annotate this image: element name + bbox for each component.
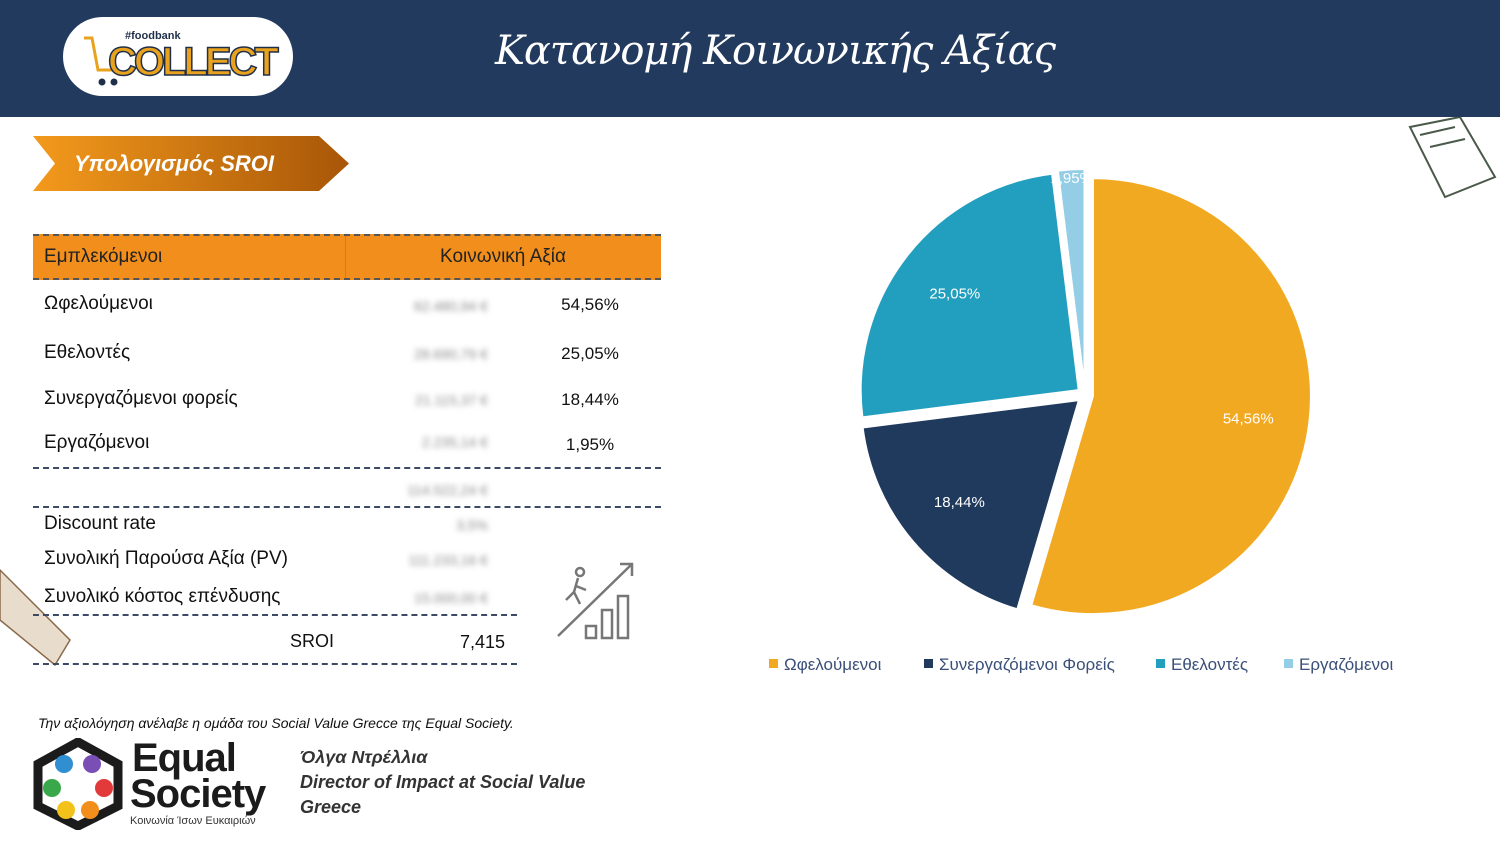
sroi-label: SROI (289, 631, 334, 651)
section-banner-label: Υπολογισμός SROI (74, 151, 274, 176)
legend-label: Εργαζόμενοι (1299, 655, 1394, 674)
row-value-beneficiaries-blurred: 62.480,94 € (414, 298, 488, 314)
discount-rate-blurred: 3,5% (456, 517, 488, 533)
discount-rate-label: Discount rate (44, 513, 156, 534)
equal-society-tagline: Κοινωνία Ίσων Ευκαιριών (130, 815, 256, 827)
row-label-partners: Συνεργαζόμενοι φορείς (44, 388, 238, 409)
investment-cost-label: Συνολικό κόστος επένδυσης (44, 586, 281, 607)
page-title: Κατανομή Κοινωνικής Αξίας (494, 28, 1056, 74)
column-header-social-value: Κοινωνική Αξία (440, 246, 566, 267)
divider-dashed (33, 467, 661, 469)
pie-data-label: 18,44% (933, 493, 985, 511)
investment-cost-blurred: 15.000,00 € (414, 590, 488, 606)
logo-tag: #foodbank (125, 30, 181, 42)
divider-dashed (33, 506, 661, 508)
legend-swatch (1156, 659, 1165, 668)
legend-label: Ωφελούμενοι (784, 655, 882, 674)
row-value-employees-blurred: 2.235,14 € (421, 434, 488, 450)
row-pct-partners: 18,44% (561, 390, 619, 409)
legend-swatch (769, 659, 778, 668)
legend-item-partners (924, 655, 1115, 675)
row-pct-volunteers: 25,05% (561, 344, 619, 363)
growth-climb-icon (554, 560, 638, 642)
divider-dashed (33, 663, 517, 665)
signatory-name: Όλγα Ντρέλλια (300, 747, 428, 767)
present-value-label: Συνολική Παρούσα Αξία (PV) (44, 548, 288, 569)
equal-society-hands-logo (30, 738, 126, 830)
present-value-blurred: 111.233,16 € (408, 552, 488, 568)
column-header-stakeholders: Εμπλεκόμενοι (44, 246, 163, 267)
row-value-partners-blurred: 21.115,37 € (415, 392, 488, 408)
legend-item-beneficiaries (769, 655, 881, 675)
divider-dashed (33, 614, 517, 616)
pie-data-label: 1,95% (1050, 170, 1093, 188)
row-pct-employees: 1,95% (565, 435, 615, 454)
evaluation-note: Την αξιολόγηση ανέλαβε η ομάδα του Social Value Grecce της Equal Society. (38, 715, 514, 731)
legend-item-volunteers (1156, 655, 1248, 675)
equal-society-word1: Equal (132, 736, 236, 780)
signatory-role-cont: Greece (300, 797, 362, 817)
row-label-beneficiaries: Ωφελούμενοι (44, 293, 153, 314)
equal-society-word2: Society (130, 772, 266, 816)
legend-swatch (1284, 659, 1293, 668)
pie-data-label: 54,56% (1222, 410, 1274, 428)
legend-item-employees (1284, 655, 1393, 675)
signatory-role: Director of Impact at Social Value (300, 772, 586, 792)
row-label-employees: Εργαζόμενοι (44, 432, 150, 453)
row-pct-beneficiaries: 54,56% (561, 295, 619, 314)
logo-word: COLLECT (108, 40, 276, 84)
social-value-pie-chart (840, 170, 1320, 640)
pie-data-label: 25,05% (929, 285, 981, 303)
legend-swatch (924, 659, 933, 668)
row-label-volunteers: Εθελοντές (44, 342, 131, 363)
row-value-volunteers-blurred: 28.690,79 € (414, 346, 488, 362)
sroi-value: 7,415 (459, 632, 505, 652)
glass-jar-illustration (1400, 117, 1500, 202)
legend-label: Συνεργαζόμενοι Φορείς (939, 655, 1115, 674)
total-value-blurred: 114.522,24 € (407, 482, 488, 498)
legend-label: Εθελοντές (1171, 655, 1249, 674)
